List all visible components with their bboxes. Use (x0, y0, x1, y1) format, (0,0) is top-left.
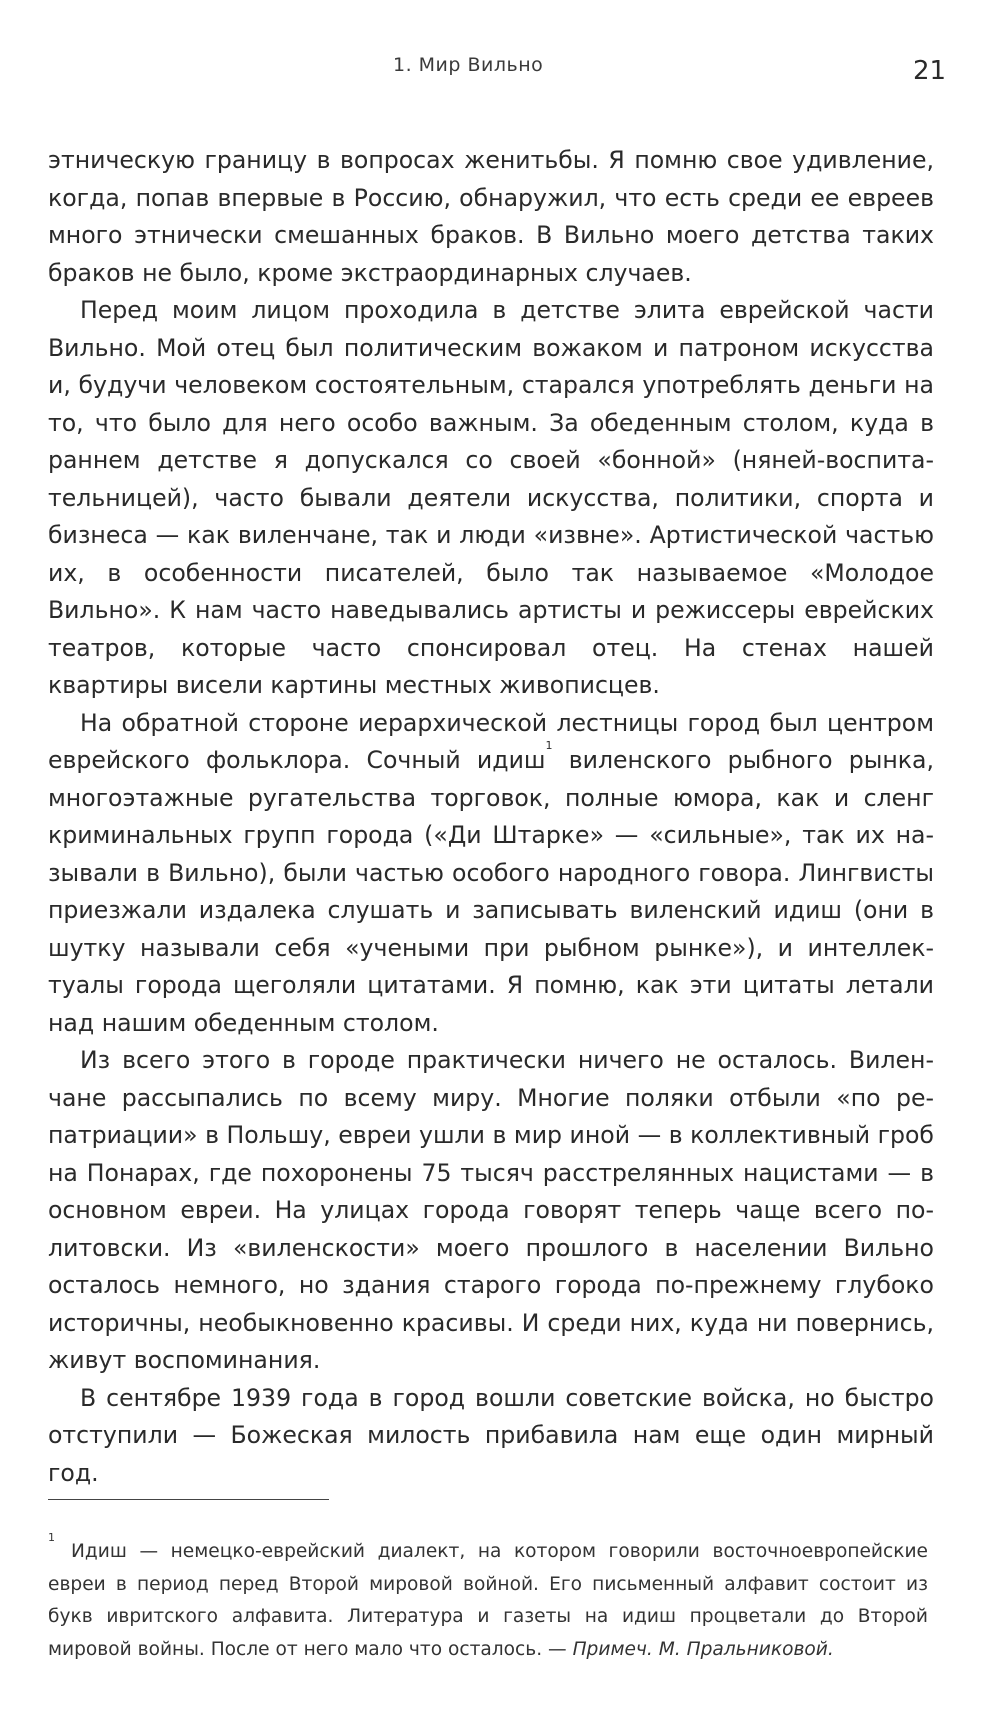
paragraph-4: Из всего этого в городе практически ничего не осталось. Виленчане рассыпались по всему миру. Многие поляки отбыли «по репатриации» в Польшу, евреи ушли в мир иной — в коллективный гроб на Понарах, где похоронены 75 тысяч расстрелянных нацистами — в основном евреи. На улицах города говорят теперь чаще всего по-литовски. Из «виленскости» моего прошлого в населении Вильно осталось немного, но здания старого города по-прежнему глубоко историчны, необыкновенно красивы. И среди них, куда ни повернись, живут воспоминания. (48, 1046, 934, 1374)
paragraph-2: Перед моим лицом проходила в детстве элита еврейской части Вильно. Мой отец был политическим вожаком и патроном искусства и, будучи человеком состоятельным, старался употреблять деньги на то, что было для него особо важным. За обеденным столом, куда в раннем детстве я допускался со своей «бонной» (няней-воспитательницей), часто бывали деятели искусства, политики, спорта и бизнеса — как виленчане, так и люди «извне». Артистической частью их, в особенности писателей, было так называемое «Молодое Вильно». К нам часто наведывались артисты и режиссеры еврейских театров, которые часто спонсировал отец. На стенах нашей квартиры висели картины местных живописцев. (48, 296, 934, 699)
footnote (48, 1531, 928, 1666)
footnote-number: 1 (48, 1531, 55, 1544)
footnote-divider (48, 1499, 329, 1500)
body-text (48, 142, 934, 1492)
paragraph-3-text-b: виленского рыбного рынка, многоэтажные ругательства торговок, полные юмора, как и сленг криминальных групп города («Ди Штарке» — «сильные», так их называли в Вильно), были частью особого народного говора. Лингвисты приезжали издалека слушать и записывать виленский идиш (они в шутку называли себя «учеными при рыбном рынке»), и интеллектуалы города щеголяли цитатами. Я помню, как эти цитаты летали над нашим обеденным столом. (48, 746, 934, 1037)
running-head (0, 54, 1000, 84)
footnote-text: Идиш — немецко-еврейский диалект, на котором говорили восточноевропейские евреи в период перед Второй мировой войной. Его письменный алфавит состоит из букв ивритского алфавита. Литература и газеты на идиш процветали до Второй мировой войны. После от него мало что осталось. — (48, 1541, 928, 1660)
paragraph-5: В сентябре 1939 года в город вошли советские войска, но быстро отступили — Божеская милость прибавила нам еще один мирный год. (48, 1383, 934, 1487)
paragraph-3-text-a: На обратной стороне иерархической лестницы город был центром еврейского фольклора. Сочный идиш (48, 708, 934, 774)
paragraph-1: этническую границу в вопросах женитьбы. Я помню свое удивление, когда, попав впервые в Россию, обнаружил, что есть среди ее евреев много этнически смешанных браков. В Вильно моего детства таких браков не было, кроме экстраординарных случаев. (48, 146, 934, 287)
paragraph-3 (48, 705, 934, 1043)
footnote-attribution: Примеч. М. Пральниковой. (572, 1638, 834, 1660)
footnote-reference[interactable]: 1 (545, 739, 553, 752)
page-number: 21 (913, 56, 947, 86)
chapter-title: 1. Мир Вильно (393, 54, 544, 76)
